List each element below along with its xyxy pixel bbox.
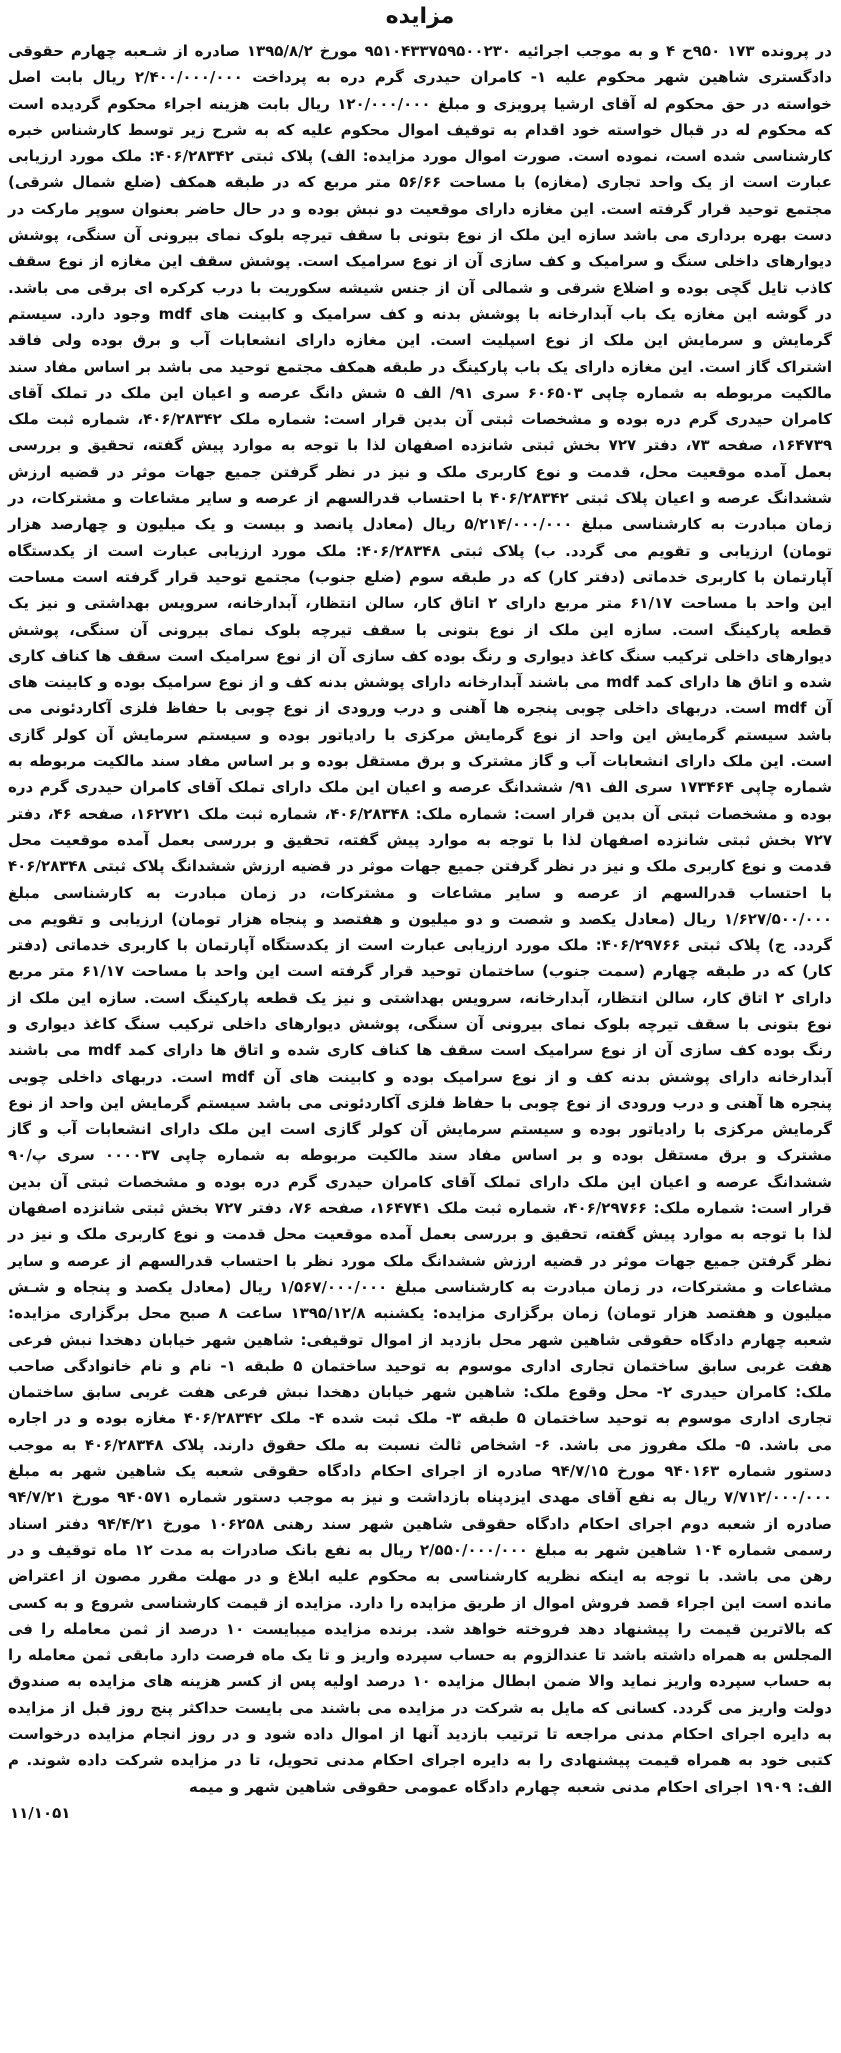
notice-title: مزایده	[385, 4, 455, 29]
notice-body: در پرونده ۱۷۳ ۹۵۰ح ۴ و به موجب اجرائیه ۹۵۱۰۴۳۳۷۵۹۵۰۰۲۳۰ مورخ ۱۳۹۵/۸/۲ صادره از شـعبه چهارم حقوقی دادگستری شاهین شهر محکوم علیه ۱- کامران حیدری گرم دره به پرداخت ۲/۴۰۰/۰۰۰/۰۰۰ ریال بابت اصل خواسته در حق محکوم له آقای ارشیا پرویزی و مبلغ ۱۲۰/۰۰۰/۰۰۰ ریال بابت هزینه اجراء محکوم گردیده است که محکوم له در قبال خواسته خود اقدام به توقیف اموال محکوم علیه که به شرح زیر توسط کارشناس خبره کارشناسی شده است، نموده است. صورت اموال مورد مزایده: الف) پلاک ثبتی ۴۰۶/۲۸۳۴۲: ملک مورد ارزیابی عبارت است از یک واحد تجاری (مغازه) با مساحت ۵۶/۶۶ متر مربع که در طبقه همکف (ضلع شمال شرقی) مجتمع توحید قرار گرفته است. این مغازه دارای موقعیت دو نبش بوده و در حال حاضر بعنوان سوپر مارکت در دست بهره برداری می باشد سازه این ملک از نوع بتونی با سقف تیرچه بلوک نمای بیرونی آن سنگی، پوشش دیوارهای داخلی سنگ و سرامیک و کف سازی آن از نوع سرامیک است. پوشش سقف این مغازه از نوع سقف کاذب تایل گچی بوده و اضلاع شرقی و شمالی آن از جنس شیشه سکوریت با درب کرکره ای برقی می باشد. در گوشه این مغازه یک باب آبدارخانه با پوشش بدنه و کف سرامیک و کابینت های mdf وجود دارد. سیستم گرمایش و سرمایش این ملک از نوع اسپلیت است. این مغازه دارای انشعابات آب و برق بوده ولی فاقد اشتراک گاز است. این مغازه دارای یک باب پارکینگ در طبقه همکف مجتمع توحید می باشد بر اساس مفاد سند مالکیت مربوطه به شماره چاپی ۶۰۶۵۰۳ سری ۹۱/ الف ۵ شش دانگ عرصه و اعیان این ملک در تملک آقای کامران حیدری گرم دره بوده و مشخصات ثبتی آن بدین قرار است: شماره ملک ۴۰۶/۲۸۳۴۲، شماره ثبت ملک ۱۶۴۷۳۹، صفحه ۷۳، دفتر ۷۲۷ بخش ثبتی شانزده اصفهان لذا با توجه به موارد پیش گفته، تحقیق و بررسی بعمل آمده موقعیت محل، قدمت و نوع کاربری ملک و نیز در نظر گرفتن جمیع جهات موثر در قضیه ارزش ششدانگ عرصه و اعیان پلاک ثبتی ۴۰۶/۲۸۳۴۲ با احتساب قدرالسهم از عرصه و سایر مشاعات و مشترکات، در زمان مبادرت به کارشناسی مبلغ ۵/۲۱۴/۰۰۰/۰۰۰ ریال (معادل پانصد و بیست و یک میلیون و چهارصد هزار تومان) ارزیابی و تقویم می گردد. ب) پلاک ثبتی ۴۰۶/۲۸۳۴۸: ملک مورد ارزیابی عبارت است از یکدستگاه آپارتمان با کاربری خدماتی (دفتر کار) که در طبقه سوم (ضلع جنوب) مجتمع توحید قرار گرفته است مساحت این واحد با مساحت ۶۱/۱۷ متر مربع دارای ۲ اتاق کار، سالن انتظار، آبدارخانه، سرویس بهداشتی و نیز یک قطعه پارکینگ است. سازه این ملک از نوع بتونی با سقف تیرچه بلوک نمای بیرونی آن سنگی، پوشش دیوارهای داخلی ترکیب سنگ کاغذ دیواری و رنگ بوده کف سازی آن از نوع سرامیک است سقف ها کناف کاری شده و اتاق ها دارای کمد mdf می باشند آبدارخانه دارای پوشش بدنه کف و از نوع سرامیک بوده و کابینت های آن mdf است. دربهای داخلی چوبی پنجره ها آهنی و درب ورودی از نوع چوبی با حفاظ فلزی آکاردئونی می باشد سیستم گرمایش این واحد از نوع گرمایش مرکزی با رادیاتور بوده و سیستم سرمایش آن کولر گازی است. این ملک دارای انشعابات آب و گاز مشترک و برق مستقل بوده و بر اساس مفاد سند مالکیت مربوطه به شماره چاپی ۱۷۳۴۶۴ سری الف ۹۱/ ششدانگ عرصه و اعیان این ملک دارای تملک آقای کامران حیدری گرم دره بوده و مشخصات ثبتی آن بدین قرار است: شماره ملک: ۴۰۶/۲۸۳۴۸، شماره ثبت ملک ۱۶۲۷۲۱، صفحه ۴۶، دفتر ۷۲۷ بخش ثبتی شانزده اصفهان لذا با توجه به موارد پیش گفته، تحقیق و بررسی بعمل آمده موقعیت محل قدمت و نوع کاربری ملک و نیز در نظر گرفتن جمیع جهات موثر در قضیه ارزش ششدانگ پلاک ثبتی ۴۰۶/۲۸۳۴۸ با احتساب قدرالسهم از عرصه و سایر مشاعات و مشترکات، در زمان مبادرت به کارشناسی مبلغ ۱/۶۲۷/۵۰۰/۰۰۰ ریال (معادل یکصد و شصت و دو میلیون و هفتصد و پنجاه هزار تومان) ارزیابی و تقویم می گردد. ج) پلاک ثبتی ۴۰۶/۲۹۷۶۶: ملک مورد ارزیابی عبارت است از یکدستگاه آپارتمان با کاربری خدماتی (دفتر کار) که در طبقه چهارم (سمت جنوب) ساختمان توحید قرار گرفته است این واحد با مساحت ۶۱/۱۷ متر مربع دارای ۲ اتاق کار، سالن انتظار، آبدارخانه، سرویس بهداشتی و نیز یک قطعه پارکینگ است. سازه این ملک از نوع بتونی با سقف تیرچه بلوک نمای بیرونی آن سنگی، پوشش دیوارهای داخلی ترکیب سنگ کاغذ دیواری و رنگ بوده کف سازی آن از نوع سرامیک است سقف ها کناف کاری شده و اتاق ها دارای کمد mdf می باشند آبدارخانه دارای پوشش بدنه کف و از نوع سرامیک بوده و کابینت های آن mdf است. دربهای داخلی چوبی پنجره ها آهنی و درب ورودی از نوع چوبی با حفاظ فلزی آکاردئونی می باشد سیستم گرمایش این واحد از نوع گرمایش مرکزی با رادیاتور بوده و سیستم سرمایش آن کولر گازی است این ملک دارای انشعابات آب و گاز مشترک و برق مستقل بوده و بر اساس مفاد سند مالکیت مربوطه به شماره چاپی ۰۰۰۰۳۷ سری پ/۹۰ ششدانگ عرصه و اعیان این ملک دارای تملک آقای کامران حیدری گرم دره بوده و مشخصات ثبتی آن بدین قرار است: شماره ملک: ۴۰۶/۲۹۷۶۶، شماره ثبت ملک ۱۶۴۷۴۱، صفحه ۷۶، دفتر ۷۲۷ بخش ثبتی شانزده اصفهان لذا با توجه به موارد پیش گفته، تحقیق و بررسی بعمل آمده موقعیت محل قدمت و نوع کاربری ملک و نیز در نظر گرفتن جمیع جهات موثر در قضیه ارزش ششدانگ ملک مورد نظر با احتساب قدرالسهم از عرصه و سایر مشاعات و مشترکات، در زمان مبادرت به کارشناسی مبلغ ۱/۵۶۷/۰۰۰/۰۰۰ ریال (معادل یکصد و پنجاه و شـش میلیون و هفتصد هزار تومان) زمان برگزاری مزایده: یکشنبه ۱۳۹۵/۱۲/۸ ساعت ۸ صبح محل برگزاری مزایده: شعبه چهارم دادگاه حقوقی شاهین شهر محل بازدید از اموال توقیفی: شاهین شهر خیابان دهخدا نبش فرعی هفت غربی سابق ساختمان تجاری اداری موسوم به توحید ساختمان ۵ طبقه ۱- نام و نام خانوادگی صاحب ملک: کامران حیدری ۲- محل وقوع ملک: شاهین شهر خیابان دهخدا نبش فرعی هفت غربی سابق ساختمان تجاری اداری موسوم به توحید ساختمان ۵ طبقه ۳- ملک ثبت شده ۴- ملک ۴۰۶/۲۸۳۴۲ مغازه بوده و در اجاره می باشد. ۵- ملک مفروز می باشد. ۶- اشخاص ثالث نسبت به ملک حقوق دارند. پلاک ۴۰۶/۲۸۳۴۸ به موجب دستور شماره ۹۴۰۱۶۳ مورخ ۹۴/۷/۱۵ صادره از اجرای احکام دادگاه حقوقی شعبه یک شاهین شهر به مبلغ ۷/۷۱۲/۰۰۰/۰۰۰ ریال به نفع آقای مهدی ایزدپناه بازداشت و نیز به موجب دستور شماره ۹۴۰۵۷۱ مورخ ۹۴/۷/۲۱ صادره از شعبه دوم اجرای احکام دادگاه حقوقی شاهین شهر سند رهنی ۱۰۶۲۵۸ مورخ ۹۴/۴/۲۱ دفتر اسناد رسمی شماره ۱۰۴ شاهین شهر به مبلغ ۲/۵۵۰/۰۰۰/۰۰۰ ریال به نفع بانک صادرات به مدت ۱۲ ماه توقیف و در رهن می باشد. با توجه به اینکه نظریه کارشناسی به محکوم علیه ابلاغ و در مهلت مقرر مصون از اعتراض مانده است این اجراء قصد فروش اموال از طریق مزایده را دارد. مزایده از قیمت کارشناسی شروع و به کسی که بالاترین قیمت را پیشنهاد دهد فروخته خواهد شد. برنده مزایده میبایست ۱۰ درصد از ثمن معامله را فی المجلس به همراه داشته باشد تا عندالزوم به حساب سپرده واریز و تا یک ماه فرصت دارد مابقی ثمن معامله را به حساب سپرده واریز نماید والا ضمن ابطال مزایده ۱۰ درصد اولیه پس از کسر هزینه های مزایده به صندوق دولت واریز می گردد. کسانی که مایل به شرکت در مزایده می باشند می بایست حداکثر پنج روز قبل از مزایده به دایره اجرای احکام مدنی مراجعه تا ترتیب بازدید آنها از اموال داده شود و در روز انجام مزایده درخواست کتبی خود به همراه قیمت پیشنهادی را به دایره اجرای احکام مدنی تحویل، تا در مزایده شرکت داده شوند. م الف: ۱۹۰۹ اجرای احکام مدنی شعبه چهارم دادگاه عمومی حقوقی شاهین شهر و میمه	[8, 42, 833, 1796]
auction-notice	[6, 0, 834, 2053]
notice-code: ۱۱/۱۰۵۱	[10, 1803, 71, 1822]
